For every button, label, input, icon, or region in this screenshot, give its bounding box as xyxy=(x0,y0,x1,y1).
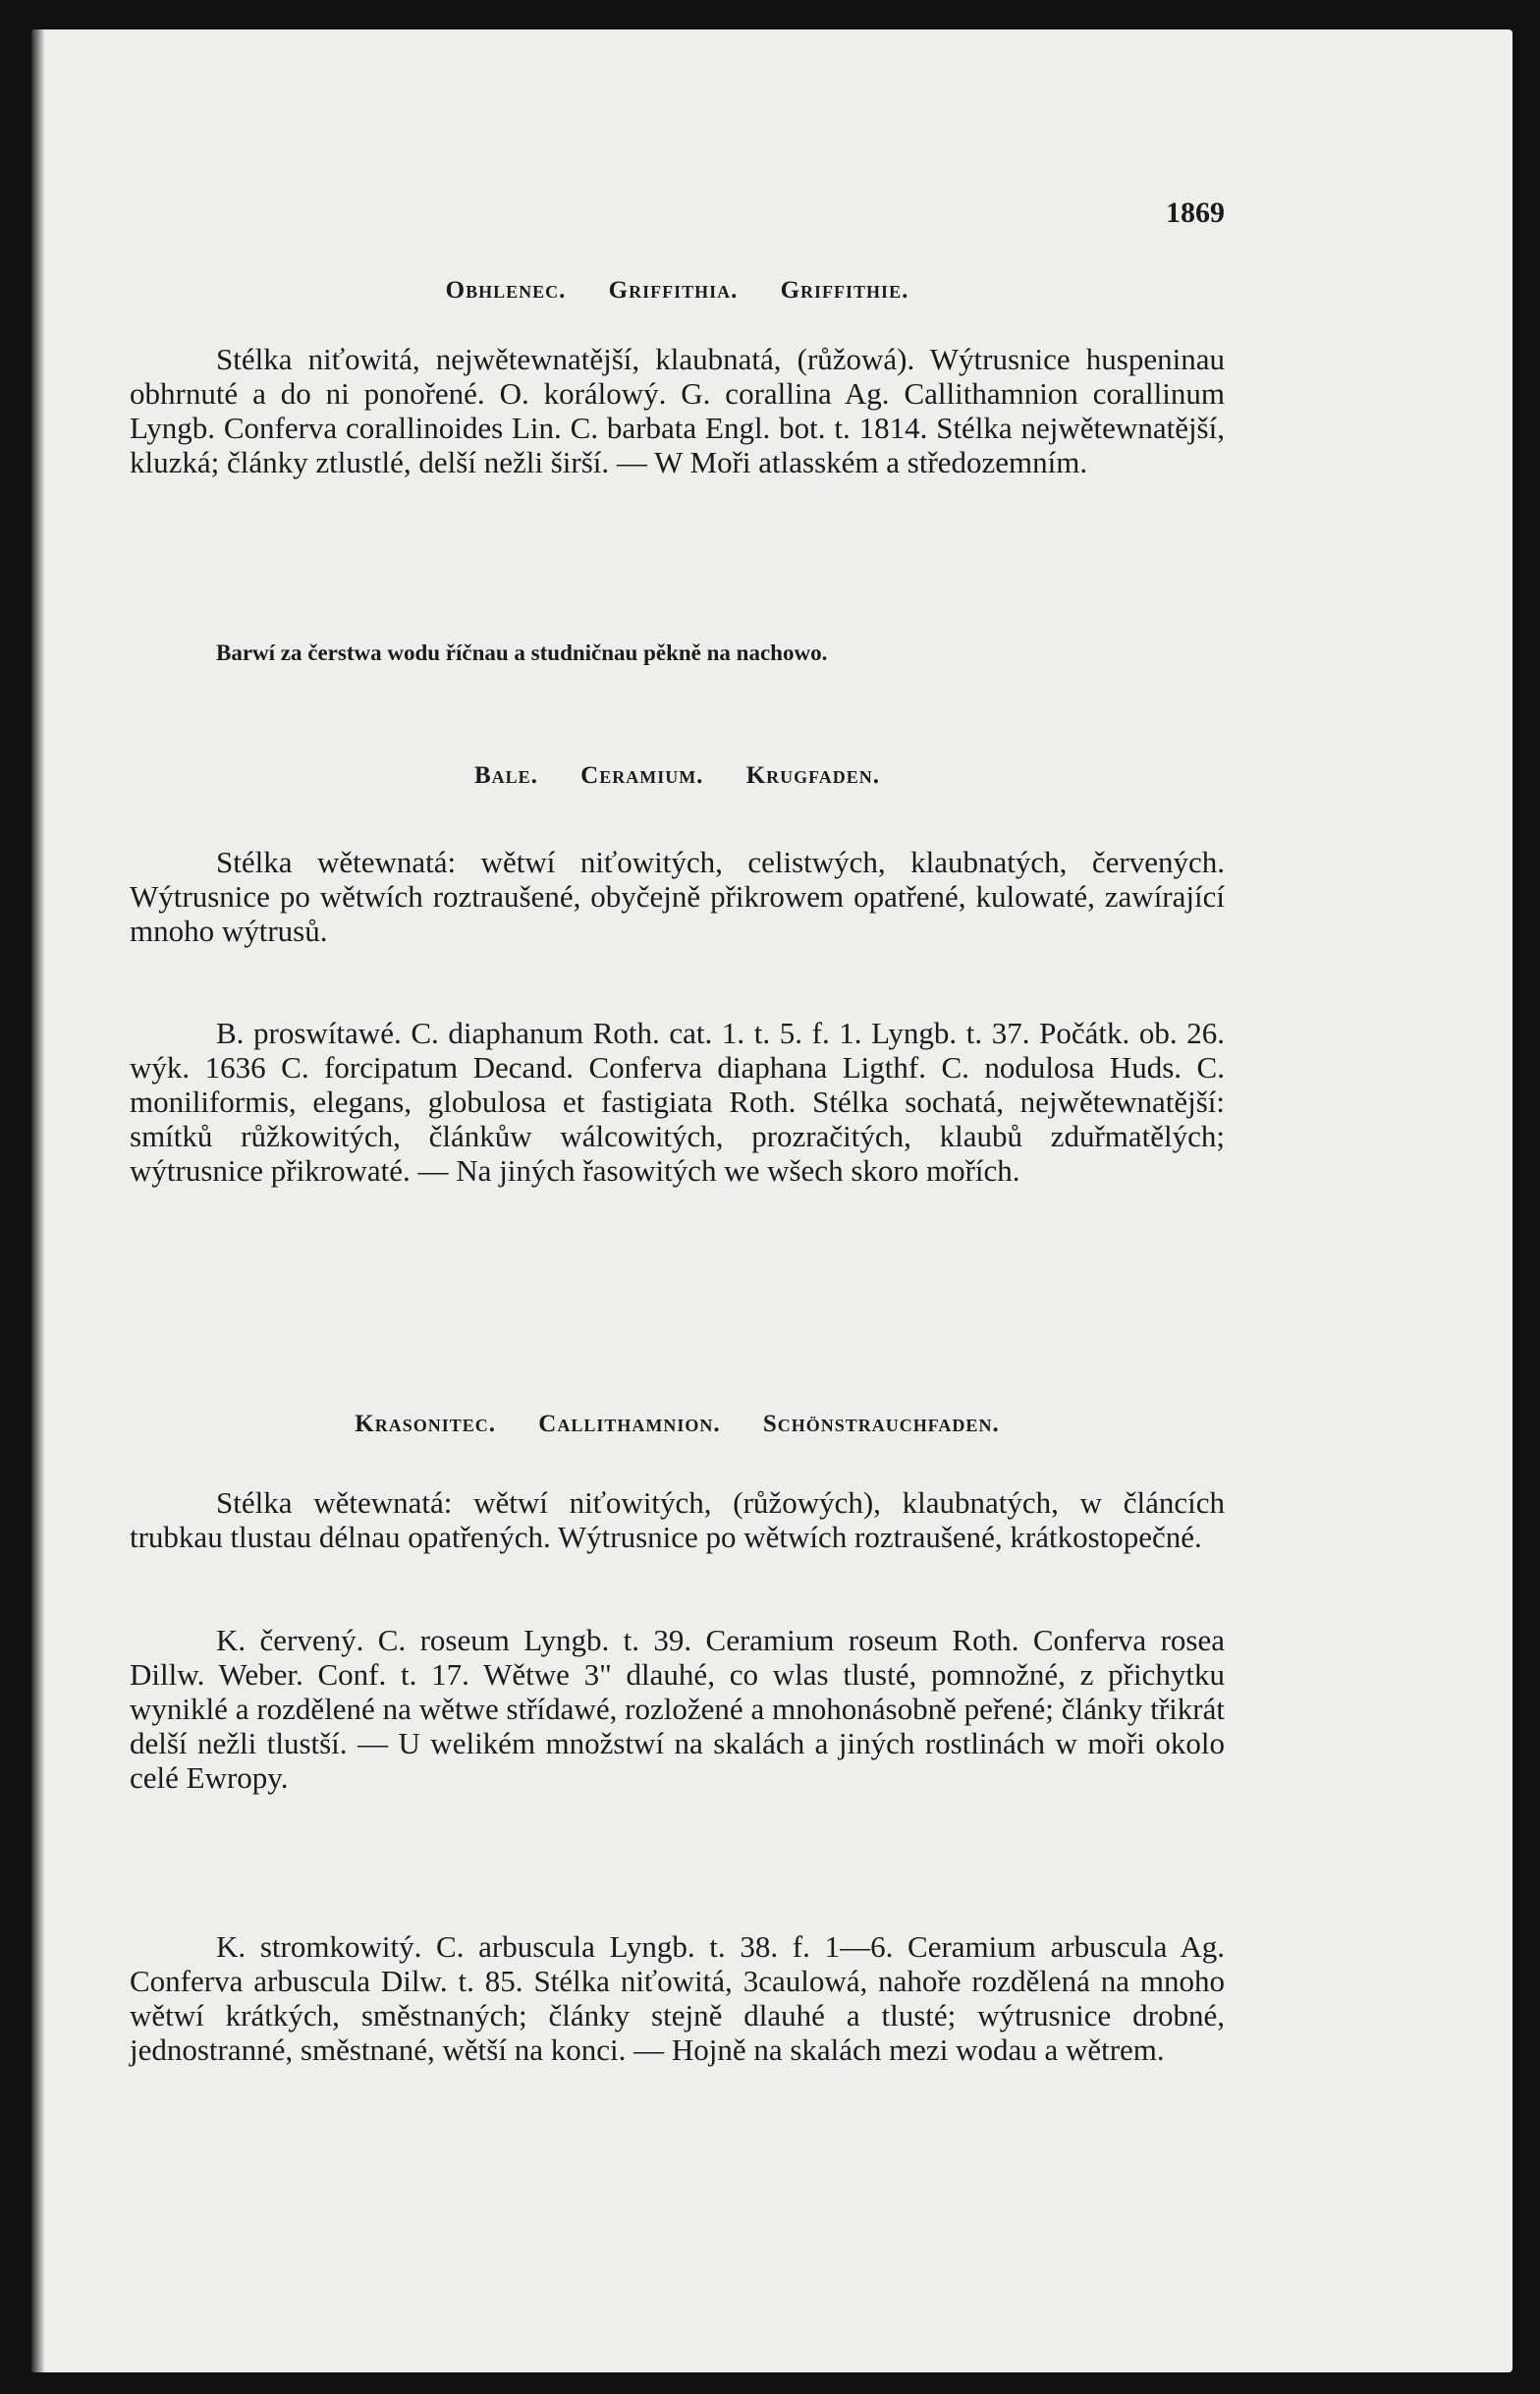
heading-czech-name: Obhlenec. xyxy=(445,277,567,304)
heading-latin-name: Ceramium. xyxy=(580,762,704,789)
heading-latin-name: Griffithia. xyxy=(608,277,739,304)
paragraph-griffithia-description: Stélka niťowitá, nejwětewnatější, klaubnatá, (růžowá). Wýtrusnice huspeninau obhrnuté a do ni ponořené. O. korálowý. G. corallina Ag. Callithamnion corallinum Lyngb. Conferva corallinoides Lin. C. barbata Engl. bot. t. 1814. Stélka nejwětewnatější, kluzká; články ztlustlé, delší nežli širší. — W Moři atlasském a středozemním. xyxy=(130,342,1225,479)
page-spine-shadow xyxy=(31,29,45,2372)
paragraph-callithamnion-description: Stélka wětewnatá: wětwí niťowitých, (růžowých), klaubnatých, w článcích trubkau tlustau délnau opatřených. Wýtrusnice po wětwích roztraušené, krátkostopečné. xyxy=(130,1485,1225,1554)
heading-german-name: Krugfaden. xyxy=(745,762,881,789)
paragraph-ceramium-diaphanum: B. proswítawé. C. diaphanum Roth. cat. 1. t. 5. f. 1. Lyngb. t. 37. Počátk. ob. 26. wýk. 1636 C. forcipatum Decand. Conferva diaphana Ligthf. C. nodulosa Huds. C. moniliformis, elegans, globulosa et fastigiata Roth. Stélka sochatá, nejwětewnatější: smítků růžkowitých, článkůw wálcowitých, prozračitých, klaubů zduřmatělých; wýtrusnice přikrowaté. — Na jiných řasowitých we wšech skoro mořích. xyxy=(130,1016,1225,1188)
paragraph-callithamnion-roseum: K. červený. C. roseum Lyngb. t. 39. Ceramium roseum Roth. Conferva rosea Dillw. Weber. Conf. t. 17. Wětwe 3" dlauhé, co wlas tlusté, pomnožné, z přichytku wyniklé a rozdělené na wětwe střídawé, rozložené a mnohonásobně peřené; články třikrát delší nežli tlustší. — U welikém množstwí na skalách a jiných rostlinách w moři okolo celé Ewropy. xyxy=(130,1623,1225,1795)
section-heading-griffithia xyxy=(130,277,1225,305)
paragraph-callithamnion-arbuscula: K. stromkowitý. C. arbuscula Lyngb. t. 38. f. 1—6. Ceramium arbuscula Ag. Conferva arbuscula Dilw. t. 85. Stélka niťowitá, 3caulowá, nahoře rozdělená na mnoho wětwí krátkých, směstnaných; články stejně dlauhé a tlusté; wýtrusnice drobné, jednostranné, směstnané, wětší na konci. — Hojně na skalách mezi wodau a wětrem. xyxy=(130,1929,1225,2067)
heading-latin-name: Callithamnion. xyxy=(538,1411,721,1437)
book-page xyxy=(31,29,1512,2372)
page-number: 1869 xyxy=(1166,196,1225,229)
paragraph-ceramium-description: Stélka wětewnatá: wětwí niťowitých, celistwých, klaubnatých, červených. Wýtrusnice po wětwích roztraušené, obyčejně přikrowem opatřené, kulowaté, zawírající mnoho wýtrusů. xyxy=(130,845,1225,948)
paragraph-griffithia-note: Barwí za čerstwa wodu říčnau a studničnau pěkně na nachowo. xyxy=(216,640,828,665)
heading-german-name: Griffithie. xyxy=(780,277,909,304)
heading-german-name: Schönstrauchfaden. xyxy=(762,1411,1000,1437)
heading-czech-name: Krasonitec. xyxy=(355,1411,497,1437)
section-heading-ceramium xyxy=(130,762,1225,790)
heading-czech-name: Bale. xyxy=(473,762,538,789)
section-heading-callithamnion xyxy=(130,1411,1225,1438)
